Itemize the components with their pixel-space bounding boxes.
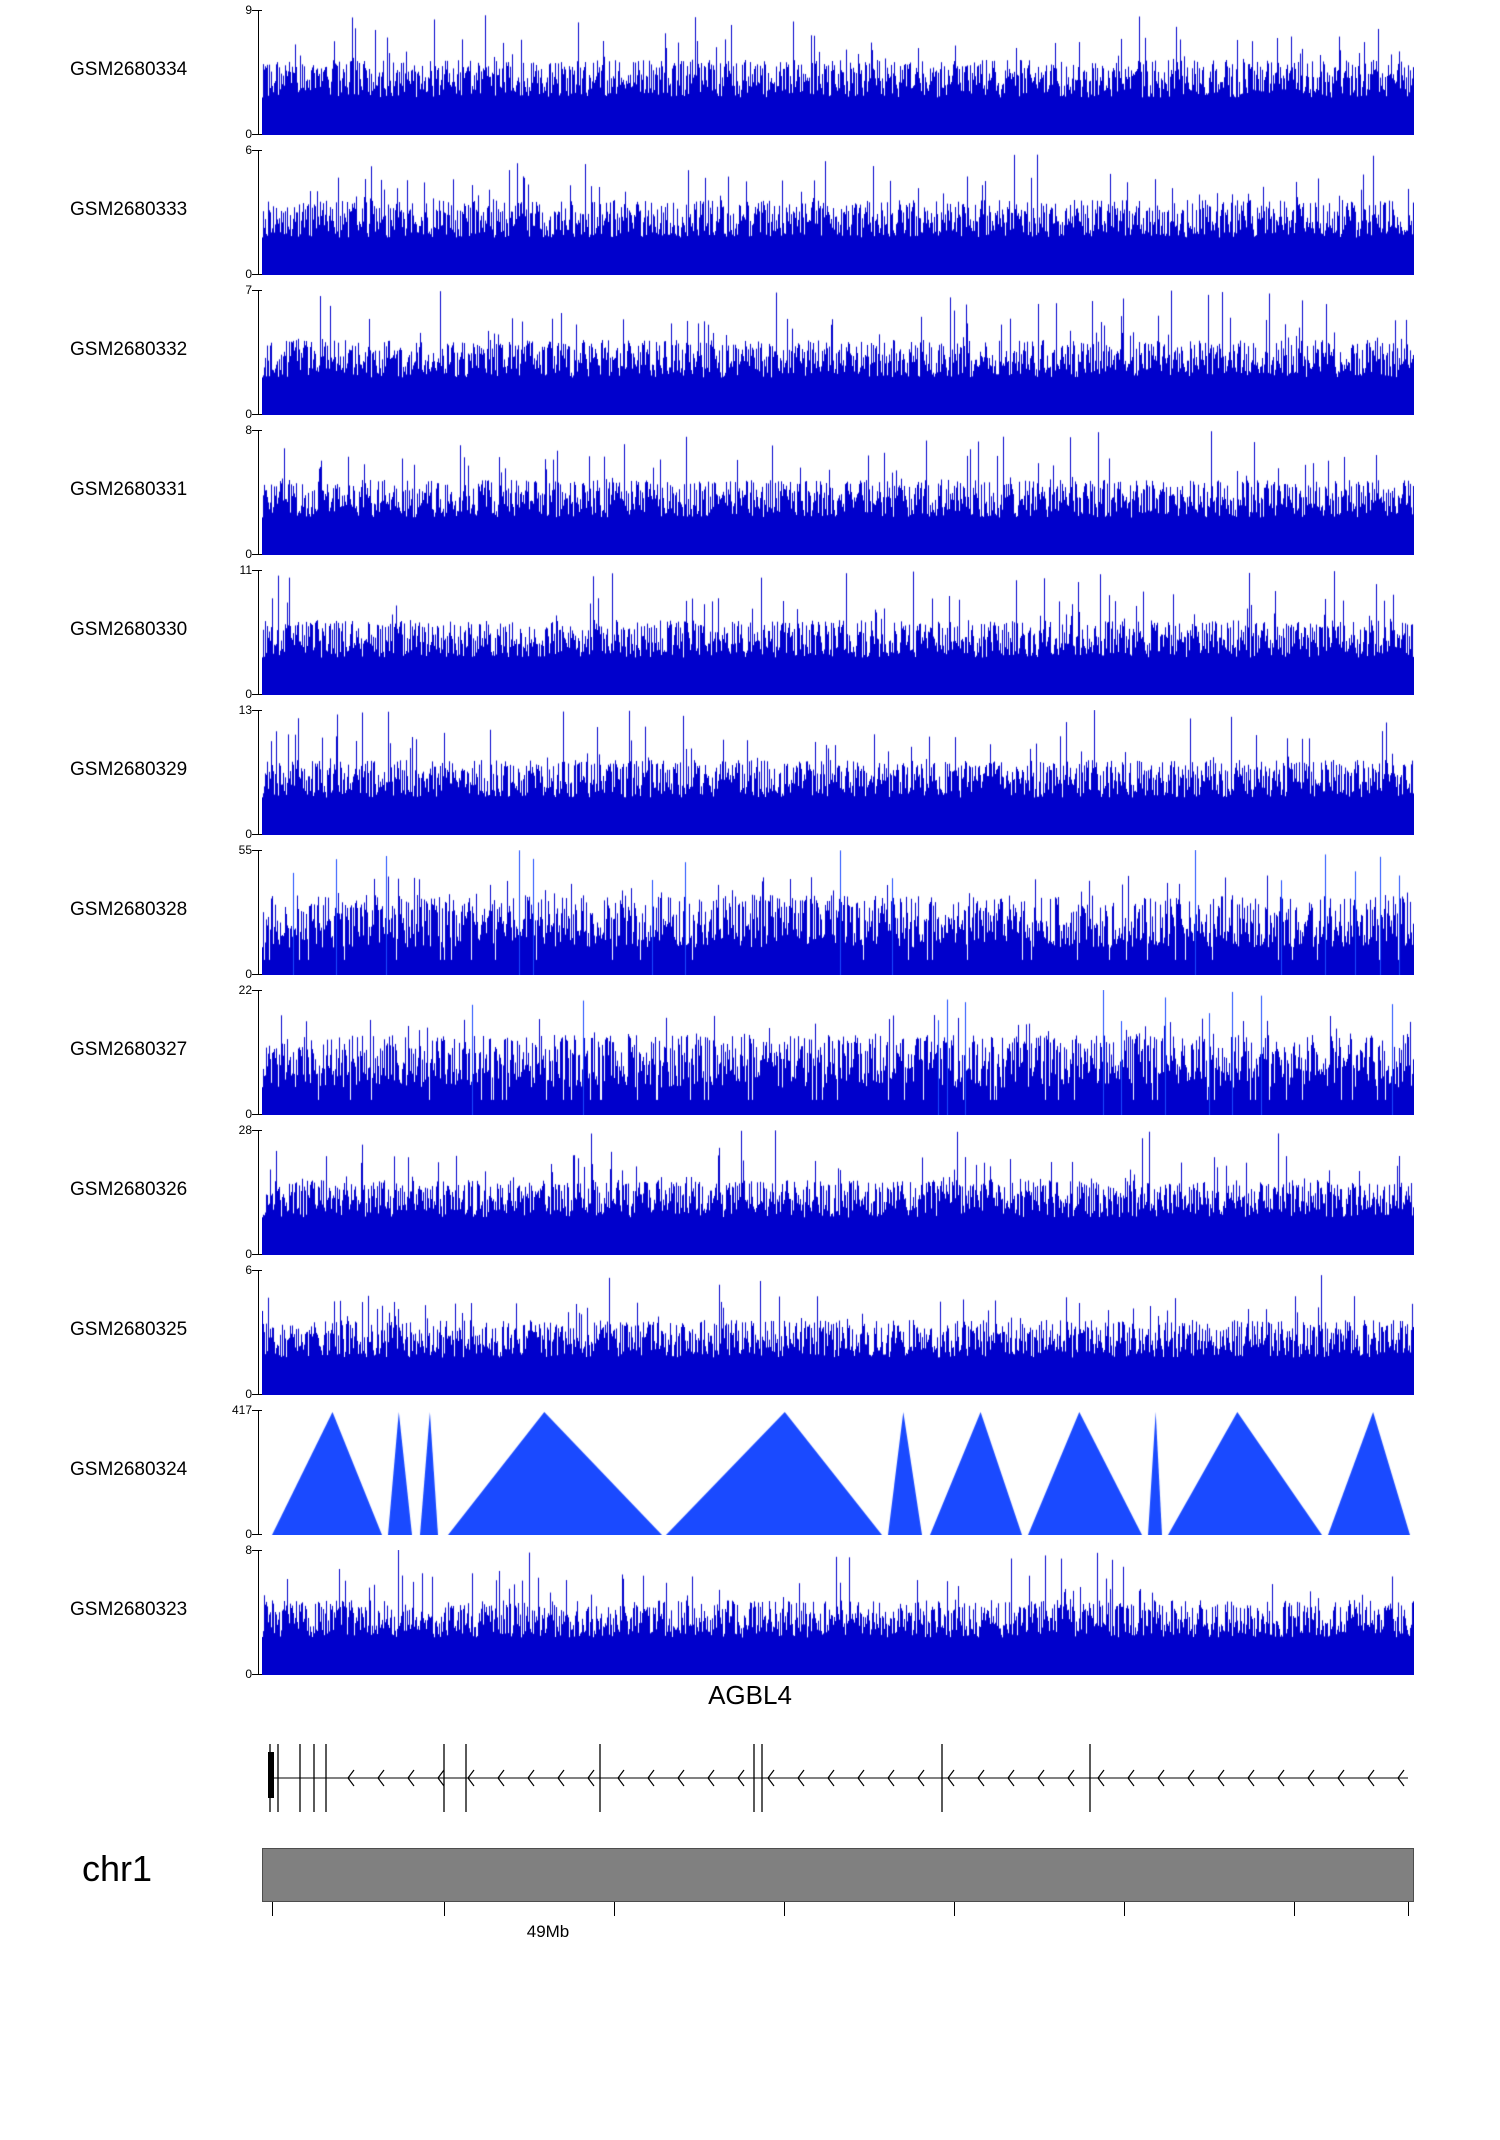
track-axis-tick-top	[252, 1410, 262, 1411]
track-axis-max-label: 9	[245, 3, 252, 17]
chromosome-panel	[0, 1830, 1500, 1980]
track-axis-min-label: 0	[245, 267, 252, 281]
track-axis-max-label: 11	[239, 563, 252, 577]
track-axis-tick-bottom	[252, 1254, 262, 1255]
coverage-track	[0, 1540, 1500, 1680]
track-coverage-canvas	[262, 850, 1414, 975]
track-axis-min-label: 0	[245, 547, 252, 561]
track-axis-max-label: 13	[238, 703, 252, 717]
gene-model-graphic	[262, 1722, 1414, 1812]
track-axis-min-label: 0	[245, 1667, 252, 1681]
track-sample-label: GSM2680324	[70, 1459, 188, 1480]
chromosome-tick	[444, 1902, 445, 1916]
track-axis-tick-top	[252, 10, 262, 11]
track-axis-tick-bottom	[252, 834, 262, 835]
track-axis-max-label: 6	[245, 143, 252, 157]
chromosome-position-label: 49Mb	[526, 1922, 570, 1941]
track-coverage-canvas	[262, 430, 1414, 555]
track-axis-min-label: 0	[245, 687, 252, 701]
track-coverage-canvas	[262, 990, 1414, 1115]
track-axis-min-label: 0	[245, 1387, 252, 1401]
track-axis-min-label: 0	[245, 1527, 252, 1541]
track-plot-area[interactable]	[262, 1270, 1414, 1395]
track-plot-area[interactable]	[262, 570, 1414, 695]
track-coverage-canvas	[262, 10, 1414, 135]
track-sample-label: GSM2680330	[70, 619, 188, 640]
track-plot-area[interactable]	[262, 10, 1414, 135]
coverage-track	[0, 1120, 1500, 1260]
track-axis-tick-bottom	[252, 1674, 262, 1675]
track-sample-label: GSM2680325	[70, 1319, 188, 1340]
track-axis-max-label: 7	[245, 283, 252, 297]
track-axis-max-label: 6	[245, 1263, 252, 1277]
track-sample-label: GSM2680331	[70, 479, 188, 500]
track-plot-area[interactable]	[262, 710, 1414, 835]
track-axis-tick-top	[252, 570, 262, 571]
coverage-track	[0, 1400, 1500, 1540]
coverage-track	[0, 700, 1500, 840]
track-coverage-canvas	[262, 150, 1414, 275]
track-axis-tick-top	[252, 1130, 262, 1131]
track-sample-label: GSM2680334	[70, 59, 188, 80]
track-axis-tick-bottom	[252, 554, 262, 555]
track-axis-tick-top	[252, 430, 262, 431]
track-coverage-canvas	[262, 570, 1414, 695]
track-axis-tick-top	[252, 990, 262, 991]
coverage-track	[0, 280, 1500, 420]
track-sample-label: GSM2680323	[70, 1599, 188, 1620]
track-sample-label: GSM2680332	[70, 339, 188, 360]
coverage-track	[0, 0, 1500, 140]
chromosome-tick	[954, 1902, 955, 1916]
track-axis-min-label: 0	[245, 1107, 252, 1121]
track-plot-area[interactable]	[262, 990, 1414, 1115]
track-plot-area[interactable]	[262, 150, 1414, 275]
track-axis-tick-bottom	[252, 134, 262, 135]
track-plot-area[interactable]	[262, 1410, 1414, 1535]
track-axis-tick-top	[252, 850, 262, 851]
track-plot-area[interactable]	[262, 850, 1414, 975]
chromosome-tick	[272, 1902, 273, 1916]
track-axis-tick-top	[252, 150, 262, 151]
track-plot-area[interactable]	[262, 1130, 1414, 1255]
track-axis-tick-bottom	[252, 974, 262, 975]
gene-annotation-panel	[0, 1680, 1500, 1830]
track-sample-label: GSM2680327	[70, 1039, 188, 1060]
chromosome-tick	[784, 1902, 785, 1916]
track-axis-min-label: 0	[245, 127, 252, 141]
track-plot-area[interactable]	[262, 430, 1414, 555]
track-axis-max-label: 8	[245, 1543, 252, 1557]
track-axis-min-label: 0	[245, 1247, 252, 1261]
track-sample-label: GSM2680328	[70, 899, 188, 920]
track-coverage-canvas	[262, 710, 1414, 835]
coverage-track	[0, 420, 1500, 560]
track-axis-tick-bottom	[252, 1534, 262, 1535]
chromosome-label: chr1	[82, 1848, 153, 1889]
track-axis-tick-bottom	[252, 1394, 262, 1395]
coverage-track	[0, 980, 1500, 1120]
track-axis-max-label: 28	[238, 1123, 252, 1137]
track-axis-tick-top	[252, 290, 262, 291]
gene-model-svg	[262, 1722, 1414, 1812]
chromosome-tick	[614, 1902, 615, 1916]
track-axis-min-label: 0	[245, 407, 252, 421]
chromosome-ideogram-bar[interactable]	[262, 1848, 1414, 1902]
coverage-track	[0, 140, 1500, 280]
track-sample-label: GSM2680333	[70, 199, 188, 220]
gene-name-label: AGBL4	[708, 1680, 792, 1710]
track-axis-max-label: 8	[245, 423, 252, 437]
track-axis-max-label: 417	[231, 1403, 252, 1417]
track-axis-tick-top	[252, 710, 262, 711]
track-coverage-canvas	[262, 1130, 1414, 1255]
track-axis-max-label: 22	[238, 983, 252, 997]
coverage-track	[0, 560, 1500, 700]
track-sample-label: GSM2680326	[70, 1179, 188, 1200]
track-coverage-canvas	[262, 1410, 1414, 1535]
track-axis-tick-bottom	[252, 1114, 262, 1115]
chromosome-tick	[1408, 1902, 1409, 1916]
track-plot-area[interactable]	[262, 290, 1414, 415]
track-sample-label: GSM2680329	[70, 759, 188, 780]
track-plot-area[interactable]	[262, 1550, 1414, 1675]
track-axis-tick-bottom	[252, 694, 262, 695]
track-axis-min-label: 0	[245, 827, 252, 841]
track-axis-tick-top	[252, 1270, 262, 1271]
coverage-track	[0, 840, 1500, 980]
chromosome-tick	[1124, 1902, 1125, 1916]
chromosome-tick	[1294, 1902, 1295, 1916]
track-axis-max-label: 55	[238, 843, 252, 857]
coverage-track	[0, 1260, 1500, 1400]
track-coverage-canvas	[262, 1270, 1414, 1395]
track-axis-tick-bottom	[252, 274, 262, 275]
track-coverage-canvas	[262, 290, 1414, 415]
track-axis-min-label: 0	[245, 967, 252, 981]
track-coverage-canvas	[262, 1550, 1414, 1675]
chromosome-axis-ticks	[262, 1902, 1414, 1918]
track-axis-tick-top	[252, 1550, 262, 1551]
track-axis-tick-bottom	[252, 414, 262, 415]
